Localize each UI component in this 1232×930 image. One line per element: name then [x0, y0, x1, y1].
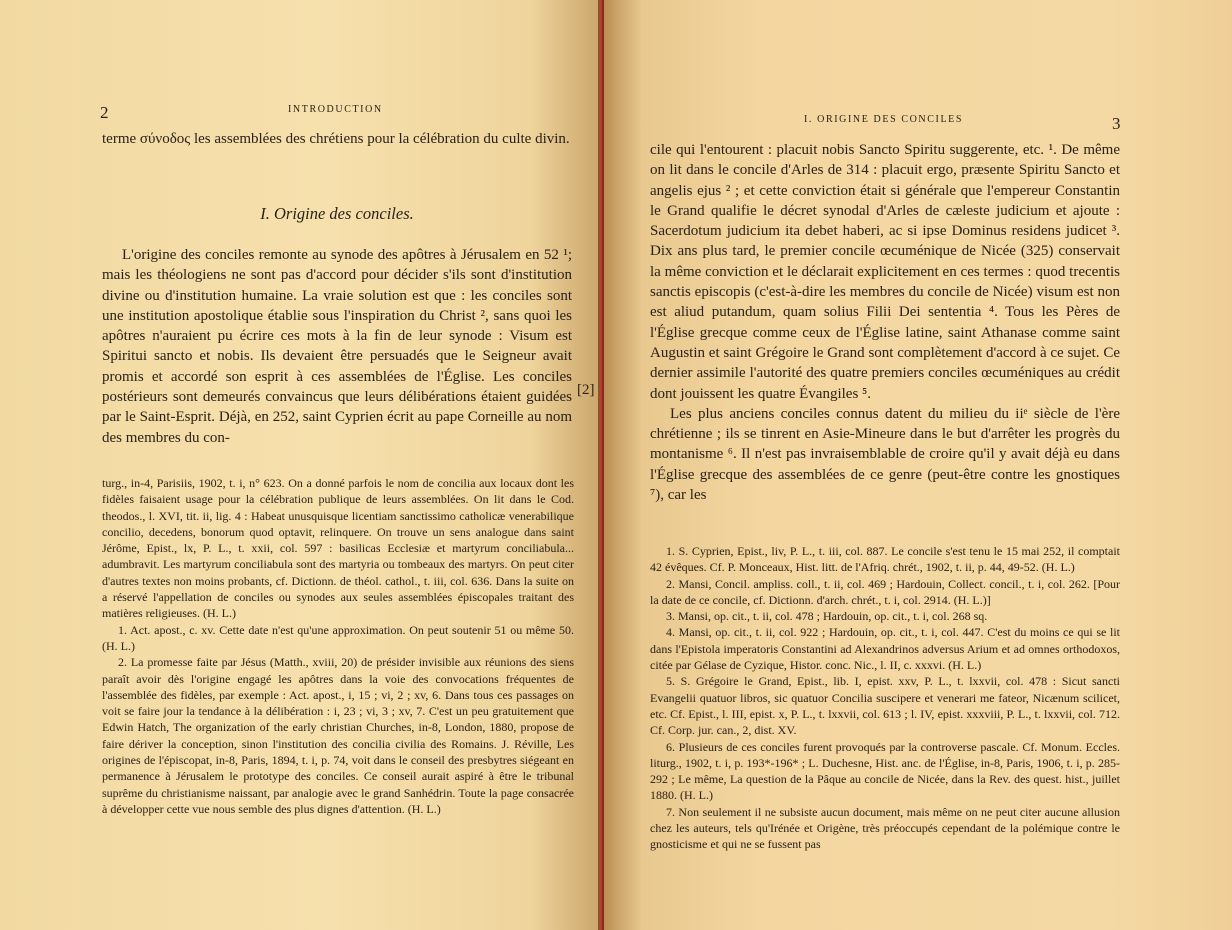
footnote-r6: 6. Plusieurs de ces conciles furent provoqués par la controverse pascale. Cf. Monum. Eccles. liturg., 1902, t. i, p. 193*-196* ; L. Duchesne, Hist. anc. de l'Église, in-8, Paris, 1906, t. i, p. 285-292 ; Le même, La question de la Pâque au concile de Nicée, dans la Rev. des quest. hist., juillet 1880. (H. L.)	[650, 739, 1120, 803]
right-paragraph-1: cile qui l'entourent : placuit nobis Sancto Spiritu suggerente, etc. ¹. De même on lit dans le concile d'Arles de 314 : placuit ergo, præsente Spiritu Sancto et angelis ejus ² ; et cette conviction était si générale que l'empereur Constantin le Grand qualifie le décret synodal d'Arles de cæleste judicium et ajoute : Sacerdotum judicium ita debet haberi, ac si ipse Dominus residens judicet ³. Dix ans plus tard, le premier concile œcuménique de Nicée (325) conservait la même conviction et le déclarait explicitement en ces termes : quod trecentis sanctis episcopis (c'est-à-dire les membres du concile de Nicée) visum est non est aliud putandum, quam solius Filii Dei sententia ⁴. Tous les Pères de l'Église grecque comme ceux de l'Église latine, saint Athanase comme saint Augustin et saint Grégoire le Grand sont complètement d'accord à ce sujet. Ce dernier assimile l'autorité des quatre premiers conciles œcuméniques au crédit dont jouissent les quatre Évangiles ⁵.	[650, 142, 1120, 402]
footnote-r2: 2. Mansi, Concil. ampliss. coll., t. ii, col. 469 ; Hardouin, Collect. concil., t. i, col. 262. [Pour la date de ce concile, cf. Dictionn. d'arch. chrét., t. i, col. 2914. (H. L.)]	[650, 576, 1120, 607]
left-opening-lines: terme σύνοδος les assemblées des chrétiens pour la célébration du culte divin.	[102, 131, 570, 147]
footnote-r4: 4. Mansi, op. cit., t. ii, col. 922 ; Hardouin, op. cit., t. i, col. 447. C'est du moins ce qui se lit dans l'Epistola imperatoris Constantini ad Alexandrinos adversus Arium et ad omnes orthodoxos, citée par Gélase de Cyzique, Histor. conc. Nic., l. II, c. xxxvi. (H. L.)	[650, 625, 1120, 673]
footnote-r7: 7. Non seulement il ne subsiste aucun document, mais même on ne peut citer aucune allusion chez les auteurs, tels qu'Irénée et Origène, très préoccupés cependant de la polémique contre le gnosticisme et qui ne se fussent pas	[650, 804, 1120, 852]
left-body-paragraph: L'origine des conciles remonte au synode des apôtres à Jérusalem en 52 ¹; mais les théologiens ne sont pas d'accord pour décider s'ils sont d'institution divine ou d'institution humaine. La vraie solution est que : les conciles sont une institution apostolique établie sous l'inspiration du Christ ², sans quoi les apôtres n'auraient pu écrire ces mots à la fin de leur synode : Visum est Spiritui sancto et nobis. Ils devaient être persuadés que le Seigneur avait promis et accordé son esprit à ces assemblées de l'Église. Les conciles postérieurs sont demeurés convaincus que leurs délibérations étaient guidées par le Saint-Esprit. Déjà, en 252, saint Cyprien écrit au pape Corneille au nom des membres du con-	[102, 247, 572, 446]
footnote-1: 1. Act. apost., c. xv. Cette date n'est qu'une approximation. On peut soutenir 51 ou même 50. (H. L.)	[102, 622, 574, 653]
footnote-2: 2. La promesse faite par Jésus (Matth., xviii, 20) de présider invisible aux réunions des siens paraît avoir dès l'origine engagé les apôtres dans la voie des convocations fréquentes de l'assemblée des fidèles, par exemple : Act. apost., i, 15 ; vi, 2 ; xv, 6. Dans tous ces passages on voit se faire jour la tendance à la délibération : i, 23 ; vi, 3 ; xv, 7. C'est un peu gratuitement que Edwin Hatch, The organization of the early christian Churches, in-8, London, 1880, propose de faire dériver la conception, sinon l'institution des concilia civilia des Romains. J. Réville, Les origines de l'épiscopat, in-8, Paris, 1894, t. i, p. 74, voit dans le conseil des presbytres siégeant en permanence à Jérusalem le prototype des conciles. Ce conseil aurait aspiré à être le tribunal suprême du christianisme naissant, par analogie avec le grand Sanhédrin. Toute la page consacrée à développer cette vue nous semble des plus dignes d'attention. (H. L.)	[102, 655, 574, 816]
margin-page-mark: [2]	[577, 382, 595, 398]
left-folio: 2	[100, 103, 109, 122]
footnote-continuation: turg., in-4, Parisiis, 1902, t. i, n° 623. On a donné parfois le nom de concilia aux locaux dont les fidèles faisaient usage pour la célébration publique de leurs assemblées. On lit dans le Cod. theodos., l. XVI, tit. ii, lig. 4 : Habeat unusquisque licentiam sanctissimo catholicæ venerabilique concilio, decedens, bonorum quod optavit, relinquere. On trouve un sens analogue dans saint Jérôme, Epist., lx, P. L., t. xxii, col. 597 : basilicas Ecclesiæ et martyrum conciliabula... adumbravit. Les martyrum conciliabula sont des martyria ou tombeaux des martyrs. On peut citer d'autres textes non moins probants, cf. Dictionn. de théol. cathol., t. iii, col. 636. Dans la suite on a réservé l'appellation de conciles ou synodes aux seules assemblées épiscopales traitant des matières religieuses. (H. L.)	[102, 476, 574, 621]
right-folio: 3	[1112, 114, 1121, 133]
right-body	[650, 140, 1120, 505]
footnote-r3: 3. Mansi, op. cit., t. ii, col. 478 ; Hardouin, op. cit., t. i, col. 268 sq.	[666, 609, 988, 624]
left-running-head: INTRODUCTION	[288, 104, 383, 115]
right-running-head: I. ORIGINE DES CONCILES	[804, 114, 964, 125]
footnote-r5: 5. S. Grégoire le Grand, Epist., lib. I, epist. xxv, P. L., t. lxxvii, col. 478 : Sicut sancti Evangelii quatuor libros, sic quatuor Concilia suscipere et venerari me fateor, Nicænum scilicet, etc. Cf. Epist., l. III, epist. x, P. L., t. lxxvii, col. 613 ; l. IV, epist. xxxviii, P. L., t. lxxvii, col. 712. Cf. Corp. jur. can., 2, dist. XV.	[650, 674, 1120, 738]
right-paragraph-2: Les plus anciens conciles connus datent du milieu du iiᵉ siècle de l'ère chrétienne ; ils se tinrent en Asie-Mineure dans le but d'arrêter les progrès du montanisme ⁶. Il n'est pas invraisemblable de croire qu'il y avait déjà eu dans l'Église grecque des assemblées de ce genre (peut-être contre les gnostiques ⁷), car les	[650, 405, 1120, 504]
footnote-r1: 1. S. Cyprien, Epist., liv, P. L., t. iii, col. 887. Le concile s'est tenu le 15 mai 252, il comptait 42 évêques. Cf. P. Monceaux, Hist. litt. de l'Afriq. chrét., 1902, t. ii, p. 44, 49-52. (H. L.)	[650, 544, 1120, 575]
left-footnotes	[102, 475, 574, 817]
left-page	[0, 0, 602, 930]
right-footnotes	[650, 543, 1120, 853]
section-title: I. Origine des conciles.	[260, 204, 414, 223]
right-page	[604, 0, 1232, 930]
